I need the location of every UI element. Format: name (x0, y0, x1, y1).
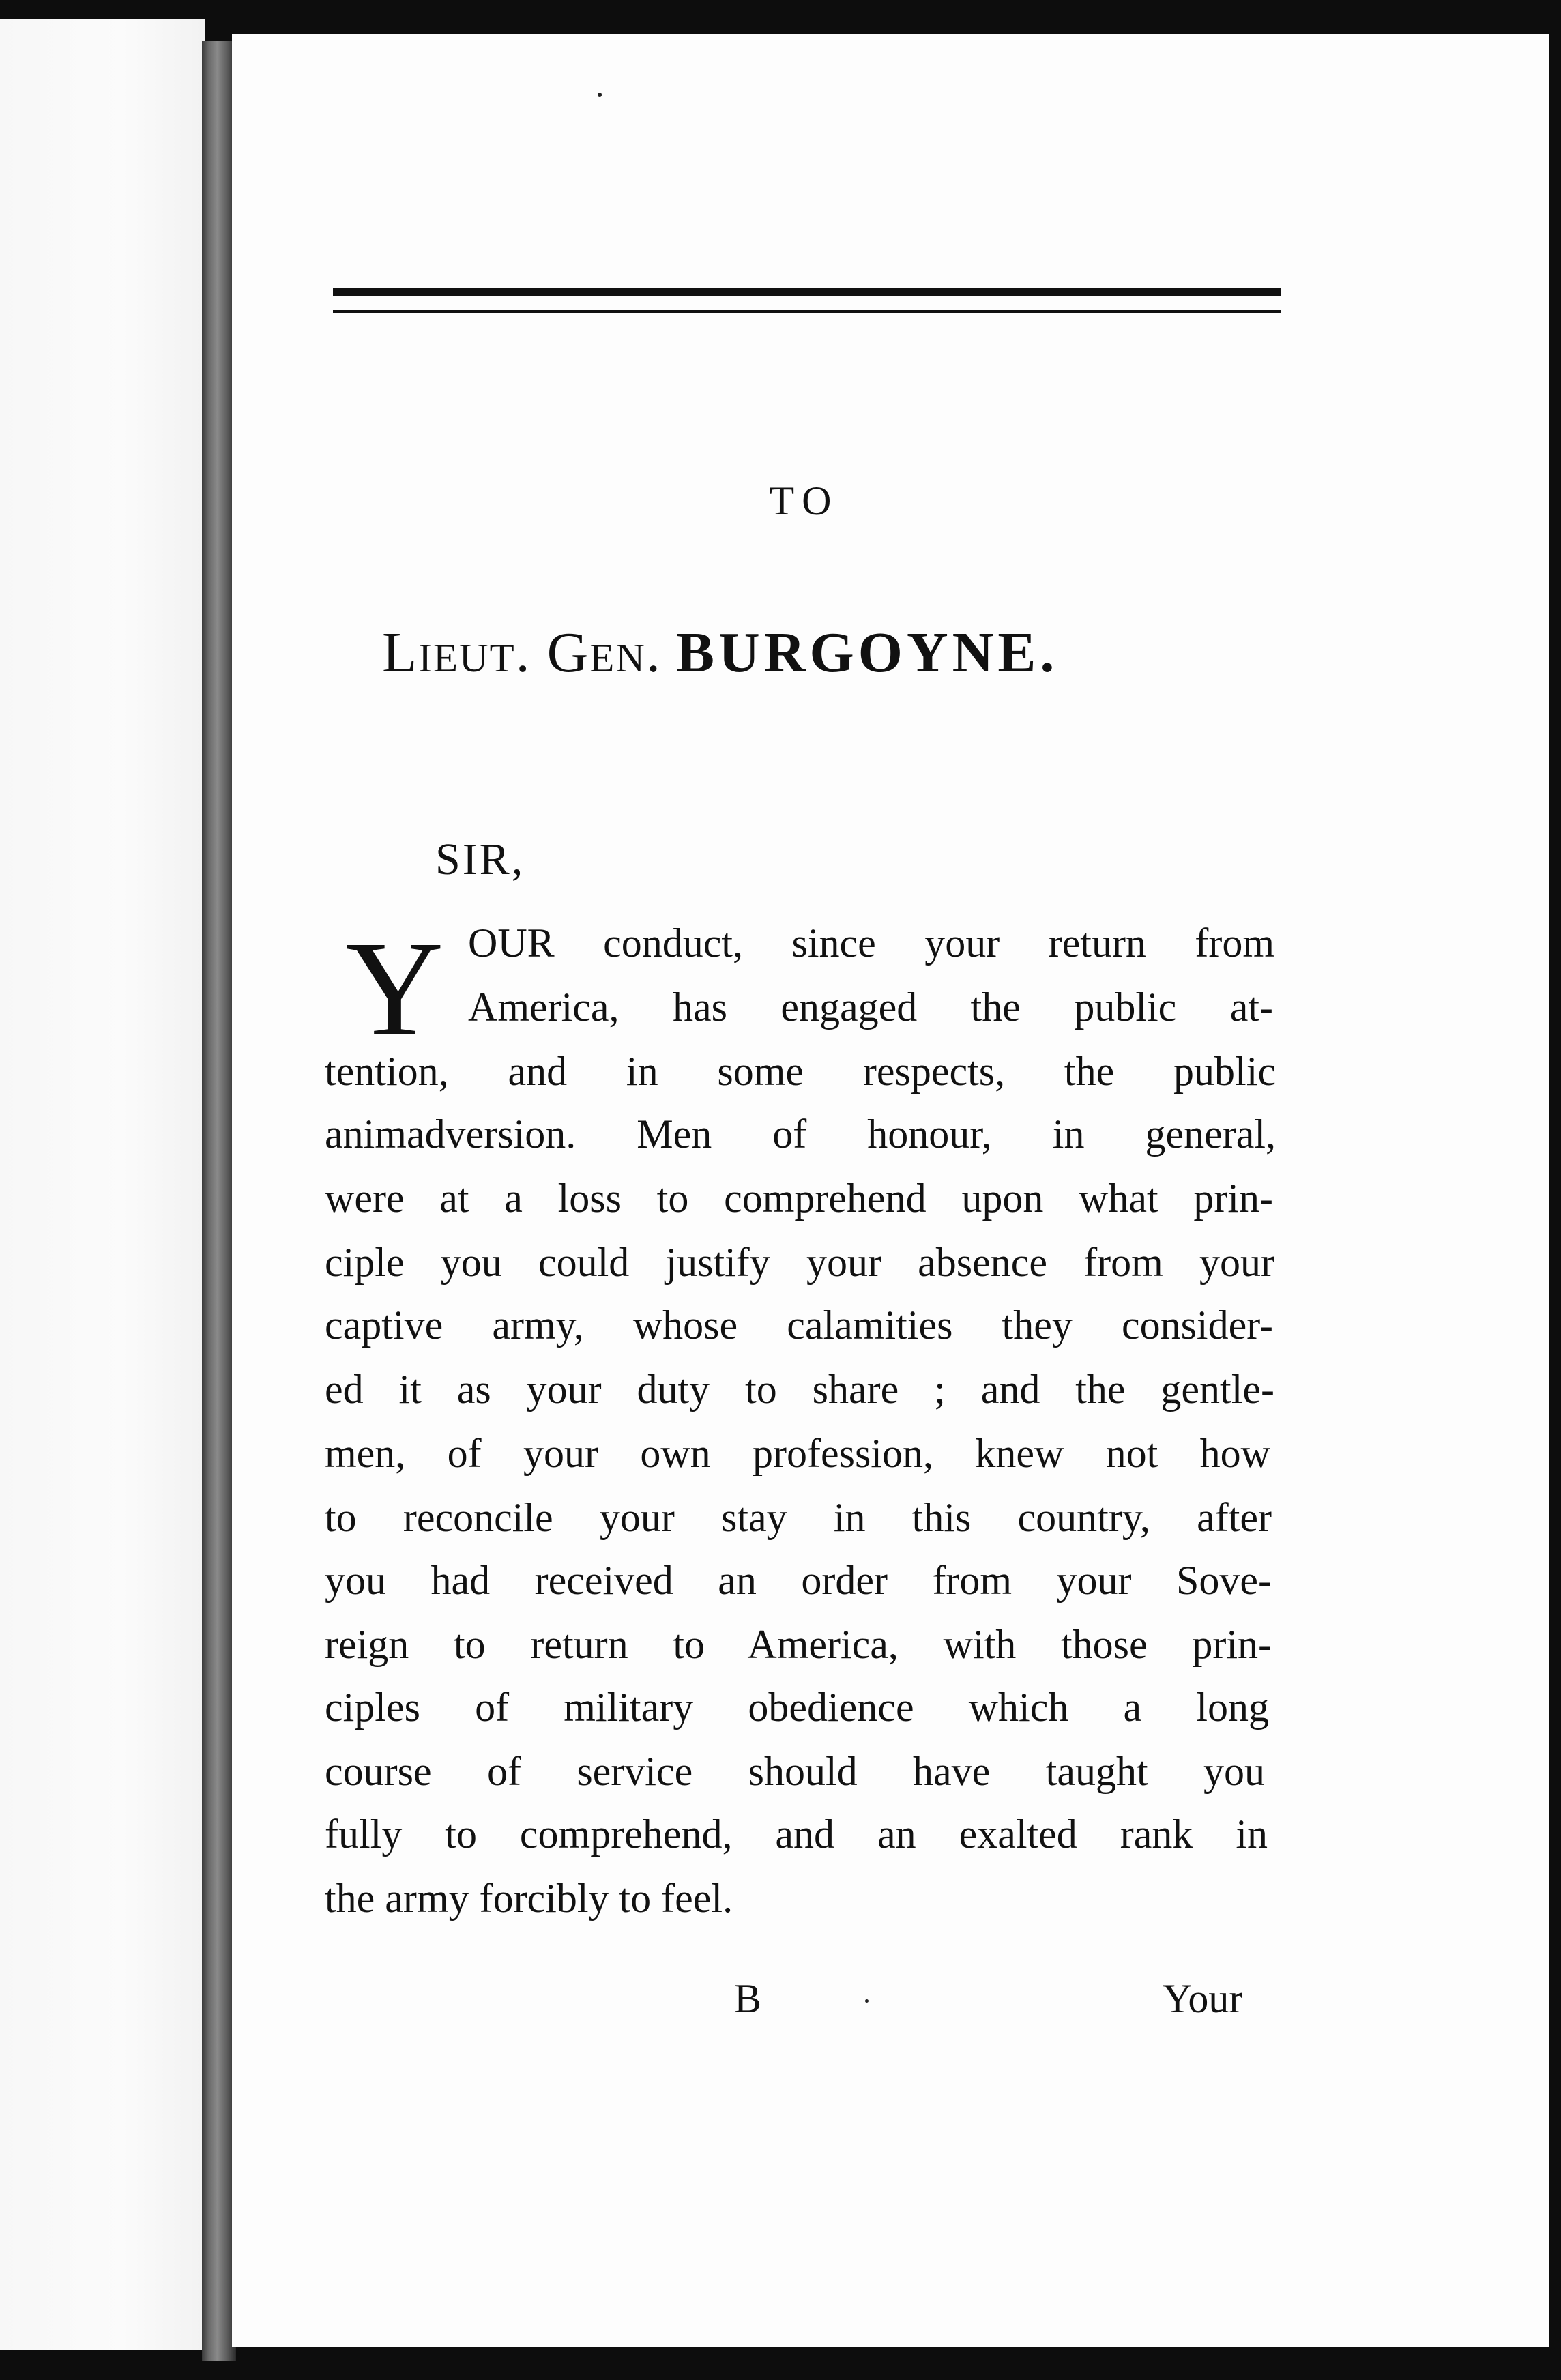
speck (598, 93, 602, 97)
heading-rank: Lieut. Gen. (382, 621, 662, 684)
catchword: Your (1163, 1976, 1243, 2021)
body-line: men, of your own profession, knew not how (325, 1431, 1270, 1476)
body-line: ciples of military obedience which a long (325, 1685, 1269, 1730)
body-line: you had received an order from your Sove- (325, 1558, 1272, 1603)
body-line: to reconcile your stay in this country, after (325, 1495, 1272, 1540)
body-line: course of service should have taught you (325, 1749, 1265, 1794)
body-line: ciple you could justify your absence from your (325, 1240, 1274, 1285)
body-line: tention, and in some respects, the public (325, 1049, 1276, 1094)
signature-mark: B (734, 1976, 762, 2021)
salutation: SIR, (435, 835, 525, 884)
heading-surname: BURGOYNE. (675, 621, 1059, 684)
head-rule-thick (333, 288, 1281, 296)
head-rule-thin (333, 310, 1281, 313)
body-line: animadversion. Men of honour, in general, (325, 1112, 1276, 1157)
heading-to: TO (769, 478, 840, 523)
body-line: OUR conduct, since your return from (468, 920, 1274, 966)
body-line: reign to return to America, with those prin- (325, 1622, 1272, 1667)
speck (865, 1999, 869, 2003)
body-line: captive army, whose calamities they consider- (325, 1303, 1273, 1348)
body-line: ed it as your duty to share ; and the gentle- (325, 1367, 1274, 1412)
body-line: America, has engaged the public at- (468, 985, 1273, 1030)
body-line-last: the army forcibly to feel. (325, 1876, 733, 1921)
facing-page-bleed (0, 19, 205, 2350)
body-line: were at a loss to comprehend upon what prin- (325, 1176, 1273, 1221)
drop-cap: Y (345, 914, 444, 1064)
heading-addressee (382, 620, 1058, 686)
body-line: fully to comprehend, and an exalted rank in (325, 1812, 1268, 1857)
book-gutter (202, 41, 236, 2361)
